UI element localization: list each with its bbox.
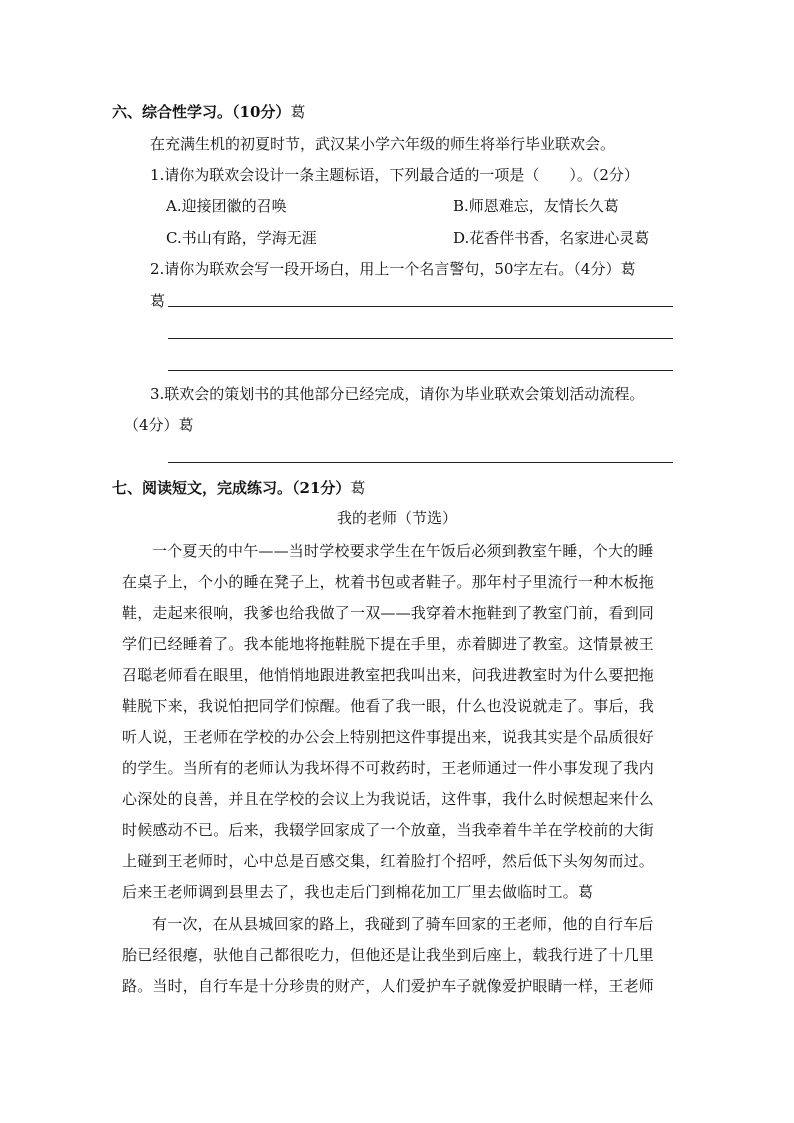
section-6-intro: 在充满生机的初夏时节，武汉某小学六年级的师生将举行毕业联欢会。: [150, 135, 616, 153]
passage-line: 鞋，走起来很响，我爹也给我做了一双——我穿着木拖鞋到了教室门前，看到同: [122, 604, 655, 622]
passage-line: 后来王老师调到县里去了，我也走后门到棉花加工厂里去做临时工。葛: [122, 883, 594, 901]
passage-line: 有一次，在从县城回家的路上，我碰到了骑车回家的王老师，他的自行车后: [152, 915, 654, 933]
question-1-stem: 1.请你为联欢会设计一条主题标语，下列最合适的一项是（ ）。（2分）: [150, 166, 639, 184]
passage-line: 在桌子上，个小的睡在凳子上，枕着书包或者鞋子。那年村子里流行一种木板拖: [122, 573, 655, 591]
passage-line: 鞋脱下来，我说怕把同学们惊醒。他看了我一眼，什么也没说就走了。事后，我: [122, 697, 655, 715]
section-6-heading-mark: 葛: [290, 103, 306, 121]
section-7-heading: 七、阅读短文，完成练习。（21分）葛: [112, 479, 366, 497]
passage-line: 时候感动不已。后来，我辍学回家成了一个放童，当我牵着牛羊在学校前的大街: [122, 821, 655, 839]
option-b: B.师恩难忘，友情长久葛: [453, 197, 619, 215]
passage-line: 一个夏天的中午——当时学校要求学生在午饭后必须到教室午睡，个大的睡: [152, 542, 654, 560]
question-3-stem-line-2: （4分）葛: [124, 416, 194, 434]
passage-line: 路。当时，自行车是十分珍贵的财产，人们爱护车子就像爱护眼睛一样，王老师: [122, 977, 655, 995]
option-d: D.花香伴书香，名家进心灵葛: [453, 229, 650, 247]
passage-line: 胎已经很瘪，驮他自己都很吃力，但他还是让我坐到后座上，载我行进了十几里: [122, 946, 655, 964]
passage-line: 学们已经睡着了。我本能地将拖鞋脱下提在手里，赤着脚进了教室。这情景被王: [122, 635, 655, 653]
passage-line: 召聪老师看在眼里，他悄悄地跟进教室把我叫出来，问我进教室时为什么要把拖: [122, 666, 655, 684]
answer-line-4[interactable]: [168, 462, 673, 463]
answer-line-3[interactable]: [168, 370, 673, 371]
passage-title: 我的老师（节选）: [336, 509, 457, 527]
passage-line: 心深处的良善，并且在学校的会议上为我说话，这件事，我什么时候想起来什么: [122, 790, 655, 808]
option-c: C.书山有路，学海无涯: [166, 229, 317, 247]
section-6-heading: 六、综合性学习。（10分）葛: [112, 103, 306, 121]
passage-line: 的学生。当所有的老师认为我坏得不可救药时，王老师通过一件小事发现了我内: [122, 759, 655, 777]
question-2-answer-lead: 葛: [150, 292, 166, 310]
question-2-stem: 2.请你为联欢会写一段开场白，用上一个名言警句，50字左右。（4分）葛: [150, 260, 636, 278]
question-3-stem-line-1: 3.联欢会的策划书的其他部分已经完成，请你为毕业联欢会策划活动流程。: [150, 385, 645, 403]
option-a: A.迎接团徽的召唤: [166, 197, 287, 215]
passage-line: 上碰到王老师时，心中总是百感交集，红着脸打个招呼，然后低下头匆匆而过。: [122, 852, 655, 870]
answer-line-1[interactable]: [168, 306, 673, 307]
section-7-heading-mark: 葛: [350, 479, 366, 497]
answer-line-2[interactable]: [168, 338, 673, 339]
passage-line: 听人说，王老师在学校的办公会上特别把这件事提出来，说我其实是个品质很好: [122, 728, 655, 746]
